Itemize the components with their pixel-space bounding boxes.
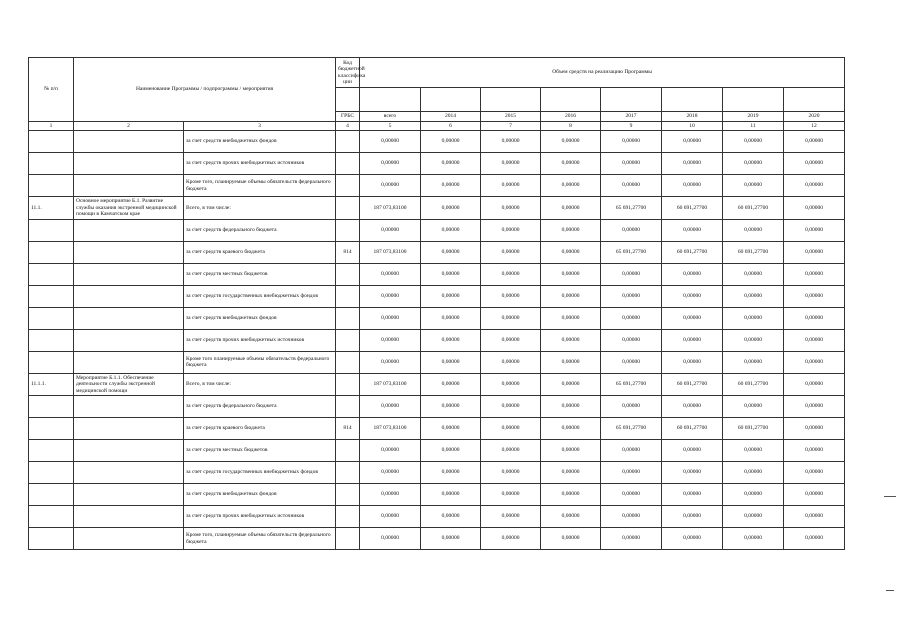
- year-value: 0,00000: [481, 373, 541, 396]
- year-value: 0,00000: [541, 396, 601, 418]
- header-code: Код бюджетной классифика ции: [336, 58, 360, 88]
- year-value: 0,00000: [601, 528, 662, 550]
- header-year: 2019: [723, 112, 784, 122]
- year-value: 0,00000: [541, 329, 601, 351]
- table-row: [29, 307, 845, 329]
- funding-source-label: Кроме того, планируемые объемы обязательств федерального бюджета: [184, 528, 336, 550]
- total-value: 0,00000: [360, 219, 421, 241]
- grbs-code: [336, 373, 360, 396]
- year-value: 0,00000: [421, 197, 481, 220]
- year-value: 0,00000: [662, 440, 723, 462]
- column-number: 8: [541, 121, 601, 131]
- table-row: [29, 241, 845, 263]
- program-name: [74, 418, 184, 440]
- grbs-code: [336, 197, 360, 220]
- year-value: 0,00000: [541, 285, 601, 307]
- year-value: 0,00000: [421, 506, 481, 528]
- program-name: [74, 396, 184, 418]
- year-value: 0,00000: [481, 263, 541, 285]
- funding-source-label: за счет средств государственных внебюджетных фондов: [184, 285, 336, 307]
- year-value: 0,00000: [662, 484, 723, 506]
- item-number: [29, 307, 74, 329]
- funding-source-label: за счет средств прочих внебюджетных источников: [184, 329, 336, 351]
- table-row: [29, 528, 845, 550]
- header-year-blank: [421, 88, 481, 112]
- grbs-code: [336, 351, 360, 373]
- funding-source-label: за счет средств государственных внебюджетных фондов: [184, 462, 336, 484]
- table-row: [29, 329, 845, 351]
- year-value: 0,00000: [662, 307, 723, 329]
- program-name: [74, 131, 184, 153]
- funding-source-label: за счет средств краевого бюджета: [184, 241, 336, 263]
- year-value: 0,00000: [421, 462, 481, 484]
- funding-source-label: за счет средств местных бюджетов: [184, 440, 336, 462]
- year-value: 0,00000: [784, 440, 845, 462]
- table-row: [29, 219, 845, 241]
- year-value: 0,00000: [601, 351, 662, 373]
- year-value: 65 691,27700: [601, 197, 662, 220]
- year-value: 0,00000: [541, 219, 601, 241]
- year-value: 0,00000: [723, 440, 784, 462]
- item-number: [29, 506, 74, 528]
- year-value: 0,00000: [784, 285, 845, 307]
- total-value: 187 073,83100: [360, 418, 421, 440]
- header-year-blank: [723, 88, 784, 112]
- grbs-code: [336, 263, 360, 285]
- header-grbs: ГРБС: [336, 112, 360, 122]
- program-name: [74, 285, 184, 307]
- grbs-code: [336, 506, 360, 528]
- item-number: 11.1.1.: [29, 373, 74, 396]
- year-value: 0,00000: [662, 351, 723, 373]
- year-value: 65 691,27700: [601, 418, 662, 440]
- table-row: [29, 285, 845, 307]
- header-total-blank: [360, 88, 421, 112]
- item-number: [29, 528, 74, 550]
- program-name: [74, 329, 184, 351]
- year-value: 0,00000: [662, 263, 723, 285]
- grbs-code: [336, 396, 360, 418]
- year-value: 0,00000: [662, 131, 723, 153]
- funding-source-label: Кроме того, планируемые объемы обязательств федерального бюджета: [184, 175, 336, 197]
- column-number: 12: [784, 121, 845, 131]
- program-name: [74, 351, 184, 373]
- year-value: 0,00000: [481, 329, 541, 351]
- column-number: 10: [662, 121, 723, 131]
- year-value: 0,00000: [784, 329, 845, 351]
- year-value: 0,00000: [784, 219, 845, 241]
- total-value: 0,00000: [360, 263, 421, 285]
- header-year-blank: [541, 88, 601, 112]
- item-number: [29, 175, 74, 197]
- column-number: 11: [723, 121, 784, 131]
- year-value: 0,00000: [784, 153, 845, 175]
- total-value: 0,00000: [360, 351, 421, 373]
- funding-source-label: за счет средств внебюджетных фондов: [184, 484, 336, 506]
- year-value: 0,00000: [723, 484, 784, 506]
- header-no: № п/п: [29, 58, 74, 122]
- table-row: [29, 197, 845, 220]
- year-value: 0,00000: [421, 131, 481, 153]
- total-value: 0,00000: [360, 153, 421, 175]
- funding-source-label: Всего, в том числе:: [184, 197, 336, 220]
- year-value: 0,00000: [601, 506, 662, 528]
- year-value: 0,00000: [481, 484, 541, 506]
- program-name: Основное мероприятие Б.1. Развитие службы оказания экстренной медицинской помощи в Камчатском крае: [74, 197, 184, 220]
- year-value: 0,00000: [784, 484, 845, 506]
- year-value: 0,00000: [723, 528, 784, 550]
- total-value: 0,00000: [360, 462, 421, 484]
- total-value: 0,00000: [360, 440, 421, 462]
- year-value: 0,00000: [723, 131, 784, 153]
- year-value: 60 691,27700: [662, 373, 723, 396]
- year-value: 0,00000: [784, 263, 845, 285]
- item-number: [29, 418, 74, 440]
- year-value: 0,00000: [601, 396, 662, 418]
- total-value: 0,00000: [360, 528, 421, 550]
- year-value: 0,00000: [541, 351, 601, 373]
- table-row: [29, 131, 845, 153]
- year-value: 0,00000: [481, 440, 541, 462]
- year-value: 60 691,27700: [723, 241, 784, 263]
- year-value: 60 691,27700: [662, 418, 723, 440]
- year-value: 0,00000: [481, 418, 541, 440]
- year-value: 0,00000: [541, 440, 601, 462]
- year-value: 60 691,27700: [723, 197, 784, 220]
- grbs-code: [336, 153, 360, 175]
- year-value: 0,00000: [421, 440, 481, 462]
- table-row: [29, 418, 845, 440]
- program-name: [74, 175, 184, 197]
- year-value: 0,00000: [421, 418, 481, 440]
- header-year: 2016: [541, 112, 601, 122]
- table-row: [29, 440, 845, 462]
- year-value: 0,00000: [601, 440, 662, 462]
- margin-mark: [884, 496, 896, 497]
- year-value: 0,00000: [481, 307, 541, 329]
- year-value: 65 691,27700: [601, 241, 662, 263]
- table-row: [29, 506, 845, 528]
- total-value: 0,00000: [360, 506, 421, 528]
- grbs-code: [336, 440, 360, 462]
- table-row: [29, 396, 845, 418]
- year-value: 0,00000: [723, 263, 784, 285]
- year-value: 0,00000: [481, 462, 541, 484]
- year-value: 0,00000: [481, 285, 541, 307]
- year-value: 65 691,27700: [601, 373, 662, 396]
- grbs-code: 814: [336, 418, 360, 440]
- year-value: 0,00000: [662, 329, 723, 351]
- column-number: 2: [74, 121, 184, 131]
- table-row: [29, 263, 845, 285]
- year-value: 0,00000: [601, 131, 662, 153]
- year-value: 0,00000: [723, 219, 784, 241]
- column-number: 4: [336, 121, 360, 131]
- program-name: [74, 307, 184, 329]
- year-value: 0,00000: [541, 528, 601, 550]
- item-number: [29, 351, 74, 373]
- funding-source-label: за счет средств федерального бюджета: [184, 396, 336, 418]
- funding-source-label: за счет средств прочих внебюджетных источников: [184, 506, 336, 528]
- column-number: 7: [481, 121, 541, 131]
- year-value: 0,00000: [541, 484, 601, 506]
- year-value: 0,00000: [481, 197, 541, 220]
- year-value: 0,00000: [784, 307, 845, 329]
- year-value: 0,00000: [421, 351, 481, 373]
- year-value: 0,00000: [784, 506, 845, 528]
- program-name: [74, 528, 184, 550]
- year-value: 0,00000: [601, 285, 662, 307]
- table-row: [29, 351, 845, 373]
- total-value: 0,00000: [360, 175, 421, 197]
- year-value: 0,00000: [662, 528, 723, 550]
- year-value: 0,00000: [541, 307, 601, 329]
- year-value: 0,00000: [421, 153, 481, 175]
- column-number: 6: [421, 121, 481, 131]
- header-year: 2020: [784, 112, 845, 122]
- year-value: 0,00000: [723, 285, 784, 307]
- year-value: 0,00000: [601, 263, 662, 285]
- year-value: 0,00000: [601, 153, 662, 175]
- item-number: [29, 153, 74, 175]
- year-value: 0,00000: [662, 462, 723, 484]
- header-year-blank: [662, 88, 723, 112]
- year-value: 0,00000: [601, 462, 662, 484]
- column-number: 9: [601, 121, 662, 131]
- grbs-code: [336, 462, 360, 484]
- year-value: 0,00000: [662, 219, 723, 241]
- total-value: 0,00000: [360, 484, 421, 506]
- header-year: 2017: [601, 112, 662, 122]
- grbs-code: 814: [336, 241, 360, 263]
- year-value: 0,00000: [541, 462, 601, 484]
- program-name: [74, 263, 184, 285]
- item-number: [29, 484, 74, 506]
- year-value: 0,00000: [784, 351, 845, 373]
- year-value: 0,00000: [421, 285, 481, 307]
- table-row: [29, 462, 845, 484]
- document-page: [28, 57, 844, 567]
- year-value: 0,00000: [421, 263, 481, 285]
- item-number: [29, 241, 74, 263]
- year-value: 0,00000: [421, 396, 481, 418]
- year-value: 0,00000: [662, 506, 723, 528]
- column-number: 5: [360, 121, 421, 131]
- grbs-code: [336, 528, 360, 550]
- table-row: [29, 175, 845, 197]
- year-value: 0,00000: [723, 506, 784, 528]
- year-value: 0,00000: [421, 329, 481, 351]
- year-value: 0,00000: [601, 484, 662, 506]
- year-value: 0,00000: [541, 263, 601, 285]
- header-year-blank: [481, 88, 541, 112]
- year-value: 0,00000: [784, 462, 845, 484]
- year-value: 0,00000: [784, 241, 845, 263]
- item-number: [29, 285, 74, 307]
- item-number: [29, 263, 74, 285]
- year-value: 0,00000: [541, 506, 601, 528]
- year-value: 0,00000: [723, 462, 784, 484]
- total-value: 0,00000: [360, 329, 421, 351]
- year-value: 0,00000: [541, 373, 601, 396]
- year-value: 0,00000: [421, 241, 481, 263]
- grbs-code: [336, 285, 360, 307]
- year-value: 0,00000: [662, 153, 723, 175]
- year-value: 0,00000: [481, 396, 541, 418]
- column-number: 1: [29, 121, 74, 131]
- header-year-blank: [784, 88, 845, 112]
- year-value: 0,00000: [601, 307, 662, 329]
- funding-source-label: Кроме того планируемые объемы обязательств федерального бюджета: [184, 351, 336, 373]
- year-value: 0,00000: [541, 418, 601, 440]
- total-value: 0,00000: [360, 307, 421, 329]
- year-value: 0,00000: [421, 373, 481, 396]
- header-year-blank: [601, 88, 662, 112]
- program-name: [74, 153, 184, 175]
- year-value: 0,00000: [784, 373, 845, 396]
- year-value: 0,00000: [662, 285, 723, 307]
- program-name: Мероприятие Б.1.1. Обеспечение деятельности службы экстренной медицинской помощи: [74, 373, 184, 396]
- total-value: 0,00000: [360, 396, 421, 418]
- margin-mark: [886, 590, 894, 591]
- grbs-code: [336, 307, 360, 329]
- year-value: 0,00000: [481, 351, 541, 373]
- year-value: 0,00000: [601, 329, 662, 351]
- year-value: 0,00000: [481, 153, 541, 175]
- year-value: 0,00000: [662, 396, 723, 418]
- program-name: [74, 219, 184, 241]
- year-value: 0,00000: [541, 175, 601, 197]
- year-value: 0,00000: [421, 307, 481, 329]
- funding-source-label: за счет средств прочих внебюджетных источников: [184, 153, 336, 175]
- year-value: 60 691,27700: [662, 241, 723, 263]
- funding-source-label: за счет средств внебюджетных фондов: [184, 307, 336, 329]
- item-number: [29, 131, 74, 153]
- year-value: 0,00000: [421, 484, 481, 506]
- grbs-code: [336, 175, 360, 197]
- table-row: [29, 484, 845, 506]
- funding-source-label: Всего, в том числе:: [184, 373, 336, 396]
- year-value: 0,00000: [784, 175, 845, 197]
- funding-source-label: за счет средств краевого бюджета: [184, 418, 336, 440]
- year-value: 0,00000: [481, 219, 541, 241]
- header-code-blank: [336, 88, 360, 112]
- year-value: 0,00000: [481, 241, 541, 263]
- program-name: [74, 440, 184, 462]
- year-value: 0,00000: [601, 219, 662, 241]
- program-name: [74, 484, 184, 506]
- year-value: 0,00000: [723, 396, 784, 418]
- table-body: [29, 58, 845, 550]
- year-value: 0,00000: [784, 197, 845, 220]
- year-value: 0,00000: [784, 528, 845, 550]
- program-name: [74, 241, 184, 263]
- grbs-code: [336, 219, 360, 241]
- total-value: 187 073,83100: [360, 373, 421, 396]
- year-value: 0,00000: [541, 197, 601, 220]
- year-value: 0,00000: [481, 528, 541, 550]
- year-value: 0,00000: [723, 307, 784, 329]
- year-value: 60 691,27700: [662, 197, 723, 220]
- total-value: 187 073,83100: [360, 197, 421, 220]
- year-value: 0,00000: [601, 175, 662, 197]
- funding-source-label: за счет средств федерального бюджета: [184, 219, 336, 241]
- header-year: 2015: [481, 112, 541, 122]
- item-number: [29, 462, 74, 484]
- year-value: 0,00000: [421, 175, 481, 197]
- header-volume: Объем средств на реализацию Программы: [360, 58, 845, 88]
- item-number: 11.1.: [29, 197, 74, 220]
- header-name: Наименование Программы / подпрограммы / мероприятия: [74, 58, 336, 122]
- year-value: 60 691,27700: [723, 373, 784, 396]
- grbs-code: [336, 329, 360, 351]
- column-number: 3: [184, 121, 336, 131]
- header-year: 2014: [421, 112, 481, 122]
- year-value: 0,00000: [723, 153, 784, 175]
- year-value: 0,00000: [723, 351, 784, 373]
- year-value: 60 691,27700: [723, 418, 784, 440]
- header-year: 2018: [662, 112, 723, 122]
- item-number: [29, 219, 74, 241]
- year-value: 0,00000: [723, 329, 784, 351]
- program-funding-table: [28, 57, 845, 550]
- grbs-code: [336, 131, 360, 153]
- program-name: [74, 462, 184, 484]
- year-value: 0,00000: [541, 131, 601, 153]
- year-value: 0,00000: [541, 153, 601, 175]
- program-name: [74, 506, 184, 528]
- total-value: 0,00000: [360, 285, 421, 307]
- funding-source-label: за счет средств внебюджетных фондов: [184, 131, 336, 153]
- table-row: [29, 153, 845, 175]
- item-number: [29, 396, 74, 418]
- year-value: 0,00000: [723, 175, 784, 197]
- item-number: [29, 329, 74, 351]
- year-value: 0,00000: [784, 131, 845, 153]
- header-total: всего: [360, 112, 421, 122]
- year-value: 0,00000: [421, 528, 481, 550]
- year-value: 0,00000: [784, 418, 845, 440]
- year-value: 0,00000: [481, 506, 541, 528]
- grbs-code: [336, 484, 360, 506]
- year-value: 0,00000: [784, 396, 845, 418]
- total-value: 187 073,83100: [360, 241, 421, 263]
- item-number: [29, 440, 74, 462]
- total-value: 0,00000: [360, 131, 421, 153]
- funding-source-label: за счет средств местных бюджетов: [184, 263, 336, 285]
- year-value: 0,00000: [662, 175, 723, 197]
- table-row: [29, 373, 845, 396]
- year-value: 0,00000: [481, 131, 541, 153]
- year-value: 0,00000: [481, 175, 541, 197]
- year-value: 0,00000: [421, 219, 481, 241]
- year-value: 0,00000: [541, 241, 601, 263]
